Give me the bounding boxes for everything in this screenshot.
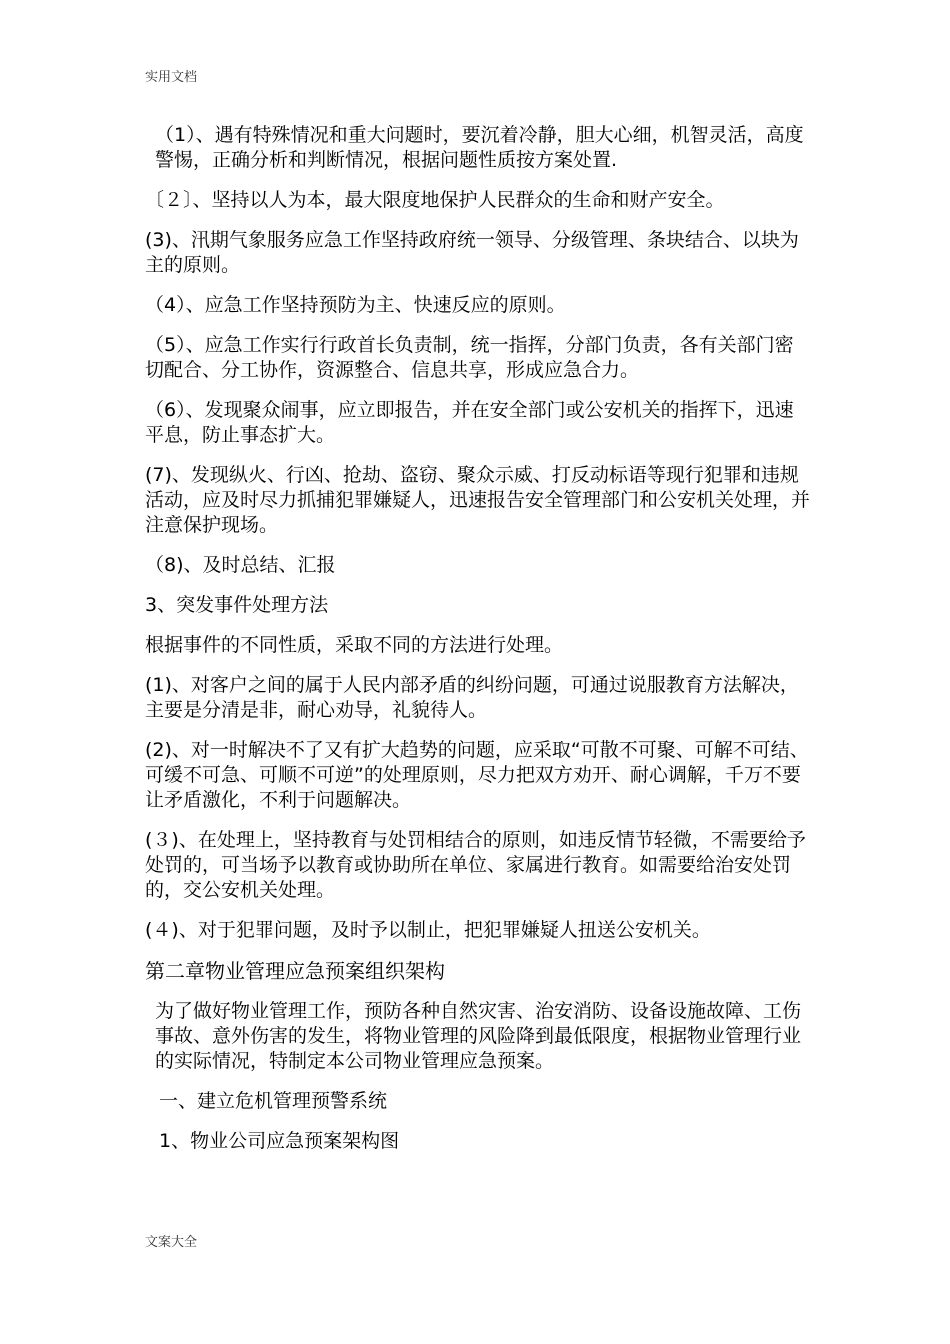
paragraph-3: (3)、汛期气象服务应急工作坚持政府统一领导、分级管理、条块结合、以块为主的原则。 — [145, 229, 799, 276]
paragraph-7: (7)、发现纵火、行凶、抢劫、盗窃、聚众示威、打反动标语等现行犯罪和违规活动，应及时尽力抓捕犯罪嫌疑人，迅速报告安全管理部门和公安机关处理，并注意保护现场。 — [145, 464, 811, 536]
paragraph-2: 〔２〕、坚持以人为本，最大限度地保护人民群众的生命和财产安全。 — [145, 189, 725, 211]
paragraph-6: （6）、发现聚众闹事，应立即报告，并在安全部门或公安机关的指挥下，迅速平息，防止事态扩大。 — [145, 399, 794, 446]
chapter-title: 第二章物业管理应急预案组织架构 — [145, 959, 445, 983]
paragraph-9: 3、突发事件处理方法 — [145, 594, 329, 616]
paragraph-1: （1）、遇有特殊情况和重大问题时，要沉着冷静，胆大心细，机智灵活，高度警惕，正确分析和判断情况，根据问题性质按方案处置. — [155, 124, 804, 171]
paragraph-14: (４)、对于犯罪问题，及时予以制止，把犯罪嫌疑人扭送公安机关。 — [145, 919, 711, 941]
paragraph-12: (2)、对一时解决不了又有扩大趋势的问题，应采取“可散不可聚、可解不可结、可缓不可急、可顺不可逆”的处理原则，尽力把双方劝开、耐心调解，千万不要让矛盾激化，不利于问题解决。 — [145, 739, 809, 811]
section-heading-1: 一、建立危机管理预警系统 — [159, 1090, 388, 1112]
page-header: 实用文档 — [145, 70, 198, 85]
paragraph-5: （5）、应急工作实行行政首长负责制，统一指挥，分部门负责，各有关部门密切配合、分工协作，资源整合、信息共享，形成应急合力。 — [145, 334, 794, 381]
paragraph-11: (1)、对客户之间的属于人民内部矛盾的纠纷问题，可通过说服教育方法解决，主要是分清是非，耐心劝导，礼貌待人。 — [145, 674, 799, 721]
section-heading-2: 1、物业公司应急预案架构图 — [159, 1130, 400, 1152]
chapter-intro: 为了做好物业管理工作，预防各种自然灾害、治安消防、设备设施故障、工伤事故、意外伤害的发生，将物业管理的风险降到最低限度，根据物业管理行业的实际情况，特制定本公司物业管理应急预案。 — [155, 1000, 802, 1072]
document-body — [145, 123, 810, 1169]
paragraph-8: （8)、及时总结、汇报 — [145, 554, 336, 576]
paragraph-10: 根据事件的不同性质，采取不同的方法进行处理。 — [145, 634, 564, 656]
page-footer: 文案大全 — [145, 1235, 198, 1250]
paragraph-13: (３)、在处理上，坚持教育与处罚相结合的原则，如违反情节轻微，不需要给予处罚的，可当场予以教育或协助所在单位、家属进行教育。如需要给治安处罚的，交公安机关处理。 — [145, 829, 806, 901]
paragraph-4: （4）、应急工作坚持预防为主、快速反应的原则。 — [145, 294, 566, 316]
